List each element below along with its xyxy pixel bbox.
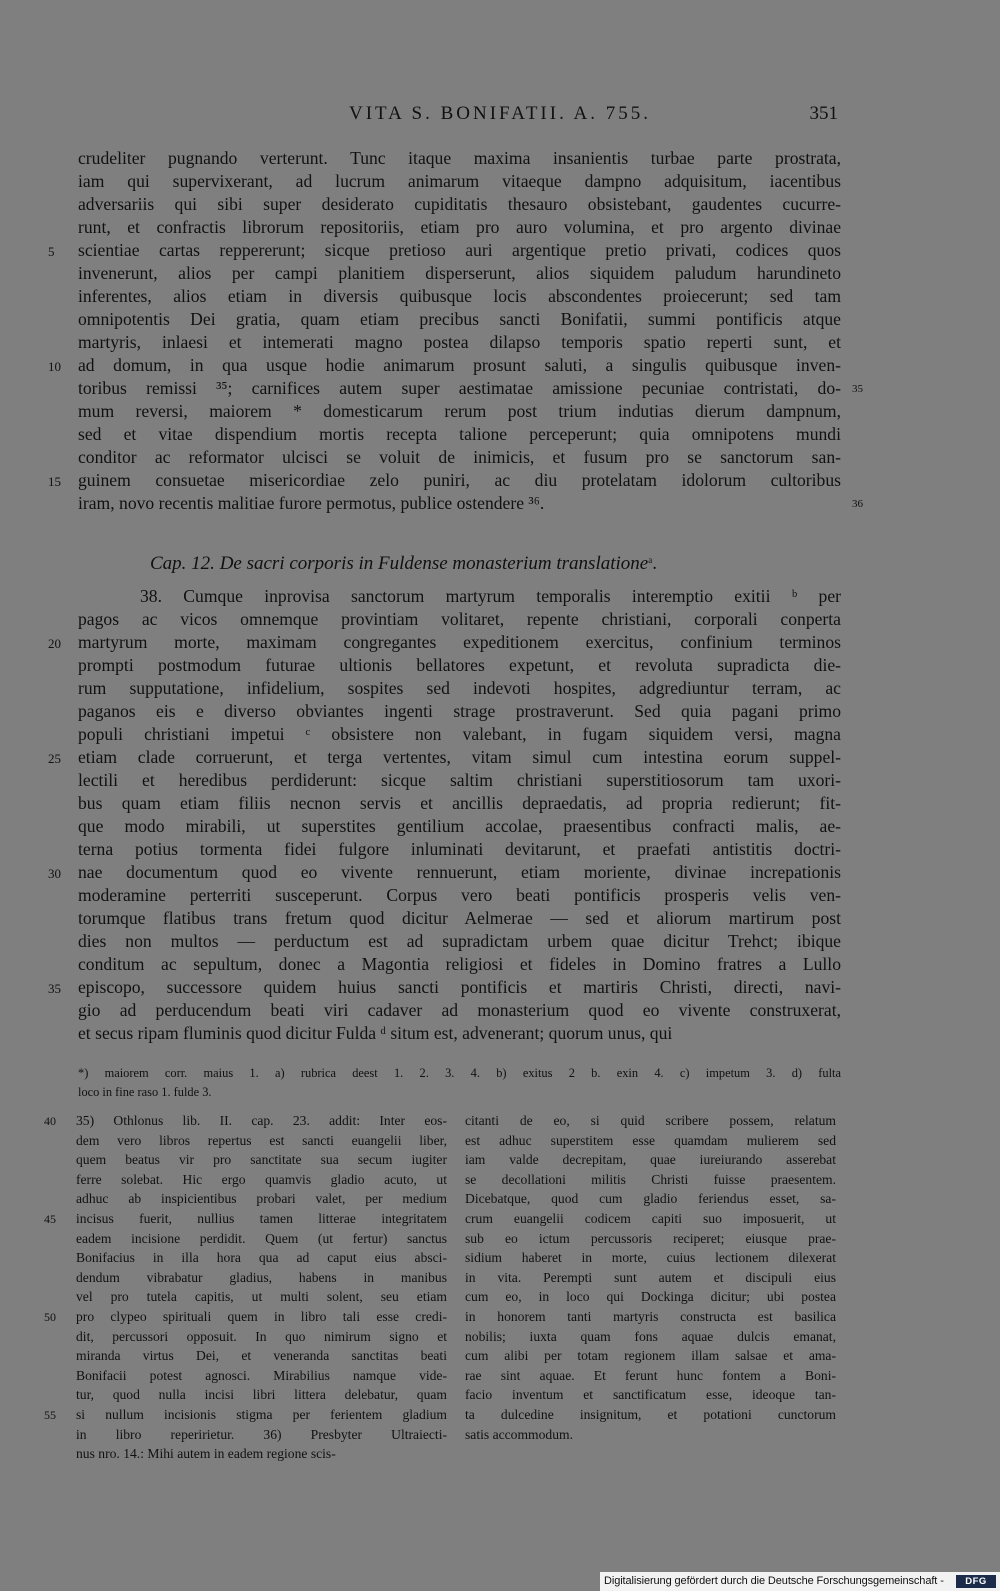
line-text: Bonifacii potest agnosci. Mirabilius namque vide- xyxy=(76,1367,447,1383)
note-line xyxy=(465,1366,836,1386)
notes-right-column xyxy=(465,1111,836,1444)
main-text-block xyxy=(48,147,863,515)
line-text: eadem incisione perdidit. Quem (ut fertur) sanctus xyxy=(76,1230,447,1246)
line-text: etiam clade corruerunt, et terga vertentes, vitam simul cum intestina eorum suppel- xyxy=(78,747,841,767)
line-text: in honorem tanti martyris constructa est basilica xyxy=(465,1308,836,1324)
text-line xyxy=(48,631,841,654)
text-line xyxy=(78,907,841,930)
line-text: cum alibi per totam regionem illam salsae et ama- xyxy=(465,1348,836,1364)
running-header xyxy=(0,103,1000,133)
line-text: prompti postmodum futurae ultionis bellatores expetunt, et revoluta supradicta die- xyxy=(78,655,841,675)
note-line xyxy=(465,1268,836,1288)
line-text: inferentes, alios etiam in diversis quibusque locis abscondentes proiecerunt; sed tam xyxy=(78,286,841,306)
line-text: martyris, inlaesi et intemerati magno postea dilapso temporis spatio reperti sunt, et xyxy=(78,332,841,352)
line-text: et secus ripam fluminis quod dicitur Fulda ᵈ situm est, advenerant; quorum unus, qui xyxy=(78,1023,673,1043)
text-line xyxy=(48,469,841,492)
line-number: 20 xyxy=(48,636,61,651)
text-line xyxy=(78,170,841,193)
text-line xyxy=(78,308,841,331)
line-text: vel pro tutela capitis, ut multi solent, seu etiam xyxy=(76,1289,447,1305)
chapter-title: De sacri corporis in Fuldense monasterium translatione xyxy=(219,553,649,574)
note-line xyxy=(76,1346,447,1366)
line-number: 40 xyxy=(44,1114,56,1128)
line-number: 25 xyxy=(48,751,61,766)
note-line xyxy=(76,1287,447,1307)
line-text: adversariis qui sibi super desiderato cupiditatis thesauro obsistebant, gaudentes cucurre- xyxy=(78,194,841,214)
note-line xyxy=(76,1229,447,1249)
note-reference-number: 35 xyxy=(852,383,863,395)
note-line xyxy=(465,1287,836,1307)
text-line xyxy=(78,585,841,608)
line-text: miranda virtus Dei, et veneranda sanctitas beati xyxy=(76,1348,447,1364)
text-line xyxy=(78,838,841,861)
note-line xyxy=(465,1111,836,1131)
note-line xyxy=(465,1150,836,1170)
line-text: ferre solebat. Hic ergo quamvis gladio acuto, ut xyxy=(76,1171,447,1187)
line-text: nae documentum quod eo vivente rennuerunt, etiam moriente, divinae increpationis xyxy=(78,862,841,882)
note-line xyxy=(465,1229,836,1249)
note-line xyxy=(465,1189,836,1209)
note-line xyxy=(76,1268,447,1288)
text-line xyxy=(78,262,841,285)
chapter-heading xyxy=(150,553,770,575)
note-line xyxy=(44,1405,447,1425)
line-text: ad domum, in qua usque hodie animarum prosunt saluti, a singulis quibusque inven- xyxy=(78,355,841,375)
line-text: nus nro. 14.: Mihi autem in eadem regione scis- xyxy=(76,1446,336,1462)
line-text: 35) Othlonus lib. II. cap. 23. addit: Inter eos- xyxy=(76,1113,447,1128)
note-line xyxy=(76,1248,447,1268)
line-text: in libro reperirietur. 36) Presbyter Ultraiecti- xyxy=(76,1426,447,1442)
text-line xyxy=(78,723,841,746)
line-number: 30 xyxy=(48,866,61,881)
note-line xyxy=(76,1425,447,1445)
note-line xyxy=(465,1405,836,1425)
line-text: dit, percussori opposuit. In quo nimirum signo et xyxy=(76,1328,447,1344)
line-number: 50 xyxy=(44,1309,56,1324)
line-text: crudeliter pugnando verterunt. Tunc itaque maxima insanientis turbae parte prostrata, xyxy=(78,148,841,168)
line-text: pro clypeo spirituali quem in libro tali esse credi- xyxy=(76,1308,447,1324)
line-number: 35 xyxy=(48,981,61,996)
note-line xyxy=(465,1248,836,1268)
digitization-footer xyxy=(600,1572,1000,1591)
note-line xyxy=(44,1307,447,1327)
text-line xyxy=(78,492,863,515)
notes-left-column xyxy=(44,1111,447,1464)
line-text: satis accommodum. xyxy=(465,1426,573,1442)
line-text: gio ad perducendum beati viri cadaver ad monasterium quod eo vivente construxerat, xyxy=(78,1000,841,1020)
line-text: lectili et heredibus perdiderunt: sicque saltim christiani superstitiosorum tam uxori- xyxy=(78,770,841,790)
note-line xyxy=(76,1131,447,1151)
line-text: toribus remissi ³⁵; carnifices autem super aestimatae amissione pecuniae contristati, do- xyxy=(78,378,841,398)
line-number: 10 xyxy=(48,359,61,374)
line-text: adhuc ab inspicientibus probari valet, per medium xyxy=(76,1191,447,1207)
text-line xyxy=(78,377,863,400)
line-text: in vita. Perempti sunt autem et discipuli eius xyxy=(465,1269,836,1285)
dfg-logo-icon: DFG xyxy=(956,1575,996,1588)
line-text: bus quam etiam filiis necnon servis et ancillis depraedatis, ad propria redierunt; fit- xyxy=(78,793,841,813)
text-line xyxy=(78,884,841,907)
text-line xyxy=(78,147,841,170)
text-line xyxy=(78,677,841,700)
chapter-text-block xyxy=(48,585,841,1045)
text-line xyxy=(78,999,841,1022)
note-line xyxy=(465,1346,836,1366)
line-text: est adhuc superstitem esse quamdam mulierem sed xyxy=(465,1132,836,1148)
note-line xyxy=(76,1327,447,1347)
running-title: VITA S. BONIFATII. A. 755. xyxy=(348,103,652,124)
text-line xyxy=(78,216,841,239)
note-line xyxy=(44,1209,447,1229)
text-line xyxy=(78,331,841,354)
line-text: facio inventum et sanctificatum esse, ideoque tan- xyxy=(465,1387,836,1403)
line-text: rum supputatione, infidelium, sospites sed indevoti hospites, adgrediuntur terram, ac xyxy=(78,678,841,698)
note-line xyxy=(465,1307,836,1327)
chapter-footnote-mark: a xyxy=(648,555,653,565)
note-line xyxy=(76,1170,447,1190)
note-line xyxy=(465,1327,836,1347)
chapter-heading-end: . xyxy=(652,553,657,574)
line-text: nobilis; iuxta quam fons aquae dulcis emanat, xyxy=(465,1328,836,1344)
text-line xyxy=(78,769,841,792)
page-number: 351 xyxy=(809,103,838,124)
line-text: sed et vitae dispendium mortis recepta talione perceperunt; quia omnipotens mundi xyxy=(78,424,841,444)
note-line xyxy=(44,1111,447,1131)
text-line xyxy=(78,792,841,815)
line-text: conditum ac sepultum, donec a Magontia religiosi et fideles in Domino fratres a Lullo xyxy=(78,954,841,974)
line-text: populi christiani impetui ᶜ obsistere non valebant, in fugam siquidem versi, magna xyxy=(78,724,841,744)
line-text: quem beatus vir pro sanctitate sua secum iugiter xyxy=(76,1152,447,1168)
line-text: ta dulcedine insignitum, et potationi cunctorum xyxy=(465,1406,836,1422)
line-text: torumque flatibus trans fretum quod dicitur Aelmerae — sed et aliorum martirum post xyxy=(78,908,841,928)
text-line xyxy=(48,354,841,377)
line-text: terna potius tormenta fidei fulgore inluminati devitarunt, et praefati antistitis doctri- xyxy=(78,839,841,859)
text-line xyxy=(78,423,841,446)
text-line xyxy=(78,446,841,469)
note-line xyxy=(465,1425,836,1445)
text-line xyxy=(48,976,841,999)
line-text: rae sint aquae. Et ferunt hunc fontem a Boni- xyxy=(465,1367,836,1383)
line-number: 45 xyxy=(44,1211,56,1226)
note-line xyxy=(465,1131,836,1151)
line-text: Bonifacius in illa hora qua ad caput eius absci- xyxy=(76,1250,447,1266)
line-number: 5 xyxy=(48,244,55,259)
line-text: *) maiorem corr. maius 1. a) rubrica deest 1. 2. 3. 4. b) exitus 2 b. exin 4. c) impetum 3. d) fulta xyxy=(78,1066,841,1080)
text-line xyxy=(78,193,841,216)
line-text: tur, quod nulla incisi libri littera delebatur, quam xyxy=(76,1387,447,1403)
line-text: Dicebatque, quod cum gladio feriendus esset, sa- xyxy=(465,1191,836,1207)
note-line xyxy=(465,1209,836,1229)
note-line xyxy=(76,1444,447,1464)
text-line xyxy=(48,746,841,769)
text-line xyxy=(48,861,841,884)
text-line xyxy=(78,608,841,631)
line-text: que modo mirabili, ut superstites gentilium accolae, praesentibus confracti malis, ae- xyxy=(78,816,841,836)
line-text: moderamine perterriti susceperunt. Corpus vero beati pontificis prosperis velis ven- xyxy=(78,885,841,905)
text-line xyxy=(78,700,841,723)
line-text: sub eo ictum percussoris reciperet; eiusque prae- xyxy=(465,1230,836,1246)
critical-apparatus xyxy=(78,1064,841,1102)
note-reference-number: 36 xyxy=(852,498,863,510)
line-text: iram, novo recentis malitiae furore permotus, publice ostendere ³⁶. xyxy=(78,493,545,513)
line-text: pagos ac vicos omnemque provintiam volitaret, repente christiani, corporali conperta xyxy=(78,609,841,629)
line-text: invenerunt, alios per campi planitiem disperserunt, alios siquidem paludum harundineto xyxy=(78,263,841,283)
line-text: se decollationi militis Christi fuisse praesentem. xyxy=(465,1171,836,1187)
note-line xyxy=(76,1385,447,1405)
note-line xyxy=(465,1385,836,1405)
apparatus-line xyxy=(78,1083,841,1102)
line-text: 38. Cumque inprovisa sanctorum martyrum temporalis interemptio exitii ᵇ per xyxy=(140,586,841,606)
text-line xyxy=(78,953,841,976)
note-line xyxy=(76,1189,447,1209)
line-text: dem vero libros repertus est sancti euangelii liber, xyxy=(76,1132,447,1148)
note-line xyxy=(465,1170,836,1190)
text-line xyxy=(78,654,841,677)
line-text: iam qui supervixerant, ad lucrum animarum vitaeque dampno adquisitum, iacentibus xyxy=(78,171,841,191)
line-text: mum reversi, maiorem * domesticarum rerum post trium indutias dierum dampnum, xyxy=(78,401,841,421)
line-text: martyrum morte, maximam congregantes expeditionem exercitus, confinium terminos xyxy=(78,632,841,652)
line-number: 15 xyxy=(48,474,61,489)
line-text: episcopo, successore quidem huius sancti pontificis et martiris Christi, directi, navi- xyxy=(78,977,841,997)
line-number: 55 xyxy=(44,1407,56,1422)
note-line xyxy=(76,1366,447,1386)
note-line xyxy=(76,1150,447,1170)
line-text: runt, et confractis librorum repositoriis, etiam pro auro volumina, et pro argento divinae xyxy=(78,217,841,237)
line-text: dendum vibrabatur gladius, habens in manibus xyxy=(76,1269,447,1285)
line-text: cum eo, in loco qui Dockinga dicitur; ubi postea xyxy=(465,1289,836,1305)
text-line xyxy=(78,285,841,308)
line-text: si nullum incisionis stigma per ferientem gladium xyxy=(76,1406,447,1422)
line-text: incisus fuerit, nullius tamen litterae integritatem xyxy=(76,1210,447,1226)
text-line xyxy=(78,815,841,838)
line-text: loco in fine raso 1. fulde 3. xyxy=(78,1085,212,1099)
line-text: crum euangelii codicem capiti suo imposuerit, ut xyxy=(465,1210,836,1226)
line-text: dies non multos — perductum est ad supradictam urbem quae dicitur Trehct; ibique xyxy=(78,931,841,951)
line-text: scientiae cartas reppererunt; sicque pretioso auri argentique pretio privati, codices quos xyxy=(78,240,841,260)
text-line xyxy=(78,930,841,953)
chapter-label: Cap. 12. xyxy=(150,553,215,574)
text-line xyxy=(78,400,841,423)
line-text: guinem consuetae misericordiae zelo puniri, ac diu protelatam idolorum cultoribus xyxy=(78,470,841,490)
line-text: citanti de eo, si quid scribere possem, relatum xyxy=(465,1113,836,1128)
text-line xyxy=(48,239,841,262)
text-line xyxy=(78,1022,841,1045)
line-text: iam valde decrepitam, quae iureiurando asserebat xyxy=(465,1152,836,1168)
line-text: omnipotentis Dei gratia, quam etiam precibus sancti Bonifatii, summi pontificis atque xyxy=(78,309,841,329)
apparatus-line xyxy=(78,1064,841,1083)
footer-credit-text: Digitalisierung gefördert durch die Deutsche Forschungsgemeinschaft - xyxy=(604,1575,944,1587)
line-text: paganos eis e diverso obviantes ingenti strage prostraverunt. Sed quia pagani primo xyxy=(78,701,841,721)
line-text: conditor ac reformator ulcisci se voluit de inimicis, et fusum pro se sanctorum san- xyxy=(78,447,841,467)
line-text: sidium haberet in morte, cuius lectionem dilexerat xyxy=(465,1250,836,1266)
